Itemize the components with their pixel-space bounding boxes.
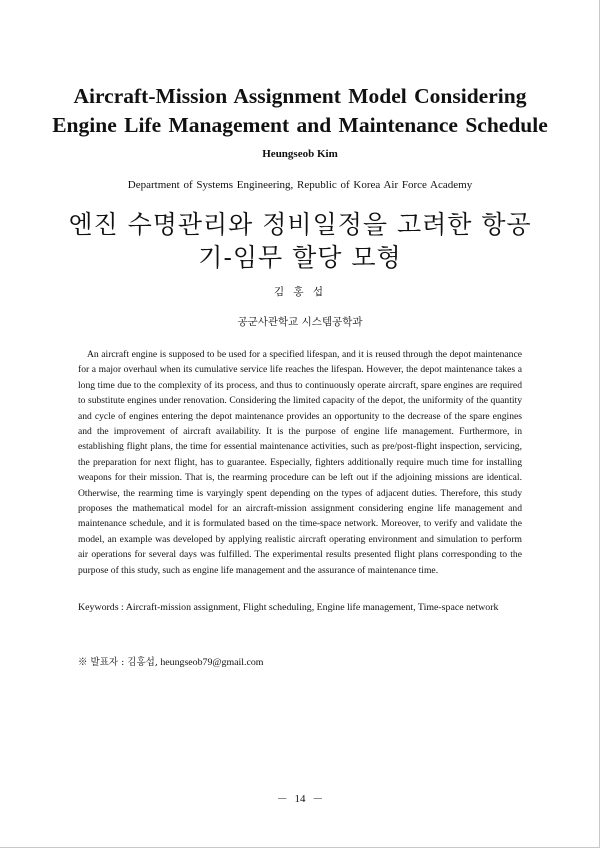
keywords-line [78,602,538,613]
page-number: － 14 － [276,793,324,805]
presenter-label: ※ 발표자 : 김홍섭, [78,657,158,668]
affiliation-en: Department of Systems Engineering, Republic of Korea Air Force Academy [127,179,473,191]
author-name-en: Heungseob Kim [262,148,338,160]
paper-title-ko: 엔진 수명관리와 정비일정을 고려한 항공기-임무 할당 모형 [68,210,532,272]
presenter-email: heungseob79@gmail.com [160,657,264,668]
affiliation-ko: 공군사관학교 시스템공학과 [237,316,363,328]
presenter-note [78,654,478,668]
paper-title-en: Aircraft-Mission Assignment Model Considering Engine Life Management and Maintenance Schedule [52,84,548,137]
abstract-body: An aircraft engine is supposed to be used for a specified lifespan, and it is reused through the depot maintenance for a major overhaul when its cumulative service life reaches the lifespan. However, the depot maintenance takes a long time due to the complexity of its process, and thus to continuously operate aircraft, spare engines are required to substitute engines under renovation. Considering the limited capacity of the depot, the uniformity of the quantity and cycle of engines entering the depot maintenance provides an opportunity to the decrease of the spare engines and the improvement of aircraft availability. It is the purpose of engine life management. Furthermore, in establishing flight plans, the time for essential maintenance activities, such as pre/post-flight inspection, servicing, the preparation for next flight, has to guarantee. Especially, fighters additionally require much time for installing weapons for their mission. That is, the rearming procedure can be left out if the adjoining missions are identical. Otherwise, the rearming time is varyingly spent depending on the types of adjacent duties. Therefore, this study proposes the mathematical model for an aircraft-mission assignment considering engine life management and maintenance schedule, and it is formulated based on the time-space network. Moreover, to verify and validate the model, an example was developed by applying realistic aircraft operating environment and simulation to perform air operations for several days was fulfilled. The experimental results presented flight plans corresponding to the purpose of this study, such as engine life management and the assurance of maintenance time. [78,349,522,576]
author-name-ko: 김 홍 섭 [273,286,327,298]
keywords-list: Aircraft-mission assignment, Flight scheduling, Engine life management, Time-space network [125,602,499,613]
keywords-label: Keywords : [78,602,126,613]
